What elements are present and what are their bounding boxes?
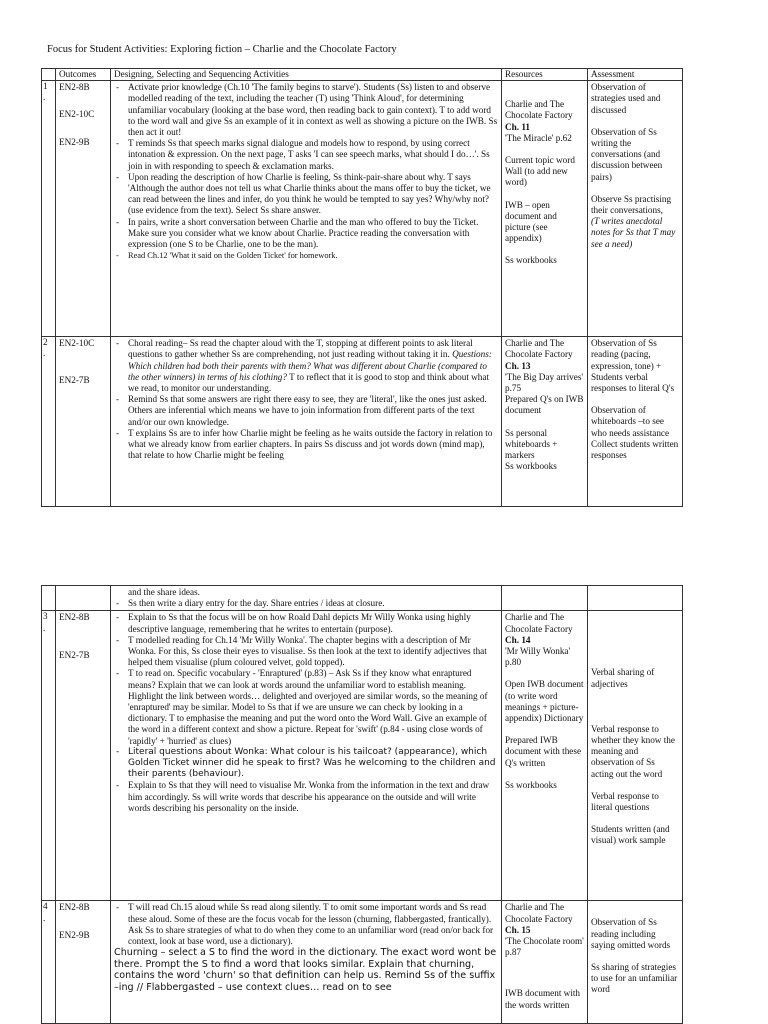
row-number: 1 . [42, 81, 56, 337]
resource-item: Open IWB document (to write word meanings + picture-appendix) Dictionary [505, 679, 584, 724]
activity-item: - Choral reading– Ss read the chapter aloud with the T, stopping at different points to ask literal questions to gather whether Ss are comprehending, not just reading without taking it in. Questions: Which children had both their parents with them? What was different about Charlie (compared to the other winners) in terms of his clothing? T to reflect that it is good to stop and think about what we read, to monitor our understanding. [114, 338, 498, 394]
table-row [42, 81, 683, 337]
row-number: 2 . [42, 337, 56, 507]
resources-cell [502, 81, 588, 337]
assessment-cell [588, 586, 683, 611]
outcomes-cell [56, 586, 111, 611]
activities-cell [111, 611, 502, 901]
assessment-item: Observation of Ss writing the conversations (and discussion between pairs) [591, 126, 663, 182]
outcome-code: EN2-8B [59, 82, 90, 93]
resource-chapter-title: 'The Chocolate room' p.87 [505, 936, 584, 958]
activity-item: - T will read Ch.15 aloud while Ss read along silently. T to omit some important words and Ss read these aloud. Some of these are the focus vocab for the lesson (churning, flabbergasted, frantically). Ask Ss to share strategies of what to do when they come to an unfamiliar word (read on/or back for context, look at base word, use a dictionary). [114, 902, 498, 947]
assessment-cell [588, 611, 683, 901]
outcome-code: EN2-9B [59, 136, 90, 147]
outcomes-cell [56, 901, 111, 1023]
resource-item: Ss workbooks [505, 255, 557, 266]
table-row [42, 337, 683, 507]
resource-item: Ss personal whiteboards + markers [505, 427, 558, 461]
activities-table-page-2 [41, 585, 683, 1024]
header-resources: Resources [502, 69, 588, 81]
resource-book: Charlie and The Chocolate Factory [505, 612, 573, 634]
activity-item: - T modelled reading for Ch.14 'Mr Willy Wonka'. The chapter begins with a description of Mr Wonka. For this, Ss close their eyes to visualise. Ss then look at the text to identify adjectives that helped them visualise (plum coloured velvet, gold topped). [114, 635, 498, 669]
outcome-code: EN2-10C [59, 109, 95, 120]
resource-item: IWB – open document and picture (see appendix) [505, 199, 557, 244]
table-row [42, 901, 683, 1023]
resource-item: IWB document with the words written [505, 988, 581, 1010]
activity-item: - T to read on. Specific vocabulary - 'Enraptured' (p.83) – Ask Ss if they know what enraptured means? Explain that we can look at words around the unfamiliar word to establish meaning. Highlight the link between words… delighted and overjoyed are similar words, so the meaning of 'enraptured' may be similar. Model to Ss that if we are unsure we can check by looking in a dictionary. T to emphasise the meaning and put the word onto the Word Wall. Give an example of the word in a different context and show a picture. Repeat for 'swift' (p.84 - using close words of 'rapidly' + 'hurried' as clues) [114, 668, 498, 746]
assessment-cell [588, 81, 683, 337]
resource-item: Current topic word Wall (to add new word) [505, 155, 575, 188]
header-outcomes: Outcomes [56, 69, 111, 81]
activity-item: - Read Ch.12 'What it said on the Golden Ticket' for homework. [114, 250, 498, 261]
row-number [42, 586, 56, 611]
activity-item: - Upon reading the description of how Charlie is feeling, Ss think-pair-share about why. T says 'Although the author does not tell us what Charlie thinks about the mans offer to buy the ticket, we can read between the lines and infer, do you think he would be tempted to say yes? Why/why not? (use evidence from the text). Select Ss share answer. [114, 172, 498, 217]
outcome-code: EN2-9B [59, 929, 90, 940]
resource-item: Prepared IWB document with these Q's written [505, 735, 582, 768]
assessment-item: Observation of strategies used and discussed [591, 82, 661, 115]
resources-cell [502, 611, 588, 901]
resources-cell [502, 586, 588, 611]
assessment-item: Verbal response to whether they know the meaning and observation of Ss acting out the word [591, 723, 675, 779]
resource-item: Ss workbooks [505, 461, 557, 472]
resource-chapter: Ch. 13 [505, 360, 531, 371]
assessment-cell [588, 901, 683, 1023]
resource-chapter-title: 'Mr Willy Wonka' p.80 [505, 646, 571, 668]
assessment-item: Verbal response to literal questions [591, 790, 659, 813]
activity-item: - Explain to Ss that they will need to visualise Mr. Wonka from the information in the text and draw him accordingly. Ss will write words that describe his appearance on the outside and will write words describing his personality on the inside. [114, 780, 498, 814]
resource-chapter-title: 'The Miracle' p.62 [505, 132, 572, 143]
assessment-cell [588, 337, 683, 507]
activity-item: - T reminds Ss that speech marks signal dialogue and models how to respond, by using correct intonation & expression. On the next page, T asks 'I can see speech marks, what should I do…'. Ss join in with responding to speech & exclamation marks. [114, 138, 498, 172]
assessment-item: Observe Ss practising their conversations, [591, 193, 672, 216]
activity-item: - Explain to Ss that the focus will be on how Roald Dahl depicts Mr Willy Wonka using highly descriptive language, remembering that he writes to entertain (purpose). [114, 612, 498, 634]
row-number: 3 . [42, 611, 56, 901]
activity-item: - Ss then write a diary entry for the day. Share entries / ideas at closure. [114, 598, 498, 609]
plain-text-note: Churning – select a S to find the word in the dictionary. The exact word wont be there. Prompt the S to find a word that looks similar. Explain that churning, contains the word 'churn' so that definition can help us. Remind Ss of the suffix –ing // Flabbergasted – use context clues… read on to see [114, 947, 497, 993]
activities-cell [111, 901, 502, 1023]
outcome-code: EN2-8B [59, 902, 90, 913]
header-assessment: Assessment [588, 69, 683, 81]
assessment-item: Observation of Ss reading including saying omitted words [591, 917, 671, 950]
outcomes-cell [56, 81, 111, 337]
assessment-item: Observation of whiteboards –to see who needs assistance Collect students written responses [591, 405, 679, 461]
resources-cell [502, 337, 588, 507]
resource-chapter: Ch. 14 [505, 634, 531, 645]
outcome-code: EN2-7B [59, 375, 90, 386]
outcome-code: EN2-8B [59, 612, 90, 623]
resources-cell [502, 901, 588, 1023]
resource-book: Charlie and The Chocolate Factory [505, 902, 573, 924]
activity-item: - Activate prior knowledge (Ch.10 'The family begins to starve'). Students (Ss) listen to and observe modelled reading of the text, including the teacher (T) using 'Think Aloud', for determining unfamiliar vocabulary (looking at the base word, then reading back to gain context). T to add word to the word wall and give Ss an example of it in context as well as showing a picture on the IWB. Ss then act it out! [114, 82, 498, 138]
header-num [42, 69, 56, 81]
outcome-code: EN2-7B [59, 649, 90, 660]
activities-cell [111, 586, 502, 611]
resource-item: Prepared Q's on IWB document [505, 394, 584, 416]
activity-item: - T explains Ss are to infer how Charlie might be feeling as he waits outside the factory in relation to what we already know from earlier chapters. In pairs Ss discuss and jot words down (mind map), that relate to how Charlie might be feeling [114, 428, 498, 462]
row-number: 4 . [42, 901, 56, 1023]
activities-cell [111, 337, 502, 507]
activity-item: - Literal questions about Wonka: What colour is his tailcoat? (appearance), which Golden Ticket winner did he speak to first? Was he welcoming to the children and their parents (behaviour). [114, 747, 498, 781]
resource-book: Charlie and The Chocolate Factory [505, 338, 573, 360]
assessment-item: Students written (and visual) work sample [591, 824, 670, 846]
header-row [42, 69, 683, 81]
continuation-text: and the share ideas. [128, 587, 200, 597]
assessment-item: Verbal sharing of adjectives [591, 667, 655, 689]
activities-table-page-1 [41, 68, 683, 507]
header-activities: Designing, Selecting and Sequencing Activities [111, 69, 502, 81]
assessment-item: Ss sharing of strategies to use for an unfamiliar word [591, 962, 678, 995]
resource-chapter-title: 'The Big Day arrives' p.75 [505, 371, 584, 394]
assessment-item: Observation of Ss reading (pacing, expression, tone) + Students verbal responses to literal Q's [591, 338, 675, 394]
resource-chapter: Ch. 11 [505, 121, 531, 132]
activity-item: - In pairs, write a short conversation between Charlie and the man who offered to buy the Ticket. Make sure you consider what we know about Charlie. Practice reading the conversation with expression (one S to be Charlie, one to be the man). [114, 217, 498, 251]
resource-chapter: Ch. 15 [505, 924, 531, 935]
outcomes-cell [56, 611, 111, 901]
table-row [42, 586, 683, 611]
activities-cell [111, 81, 502, 337]
outcomes-cell [56, 337, 111, 507]
document-title: Focus for Student Activities: Exploring fiction – Charlie and the Chocolate Factory [47, 44, 397, 55]
outcome-code: EN2-10C [59, 338, 95, 349]
resource-book: Charlie and The Chocolate Factory [505, 99, 573, 121]
activity-item: - Remind Ss that some answers are right there easy to see, they are 'literal', like the ones just asked. Others are inferential which means we have to join information from different parts of the text and/or our own knowledge. [114, 394, 498, 428]
assessment-note: (T writes anecdotal notes for Ss that T may see a need) [591, 216, 676, 249]
table-row [42, 611, 683, 901]
resource-item: Ss workbooks [505, 779, 557, 790]
